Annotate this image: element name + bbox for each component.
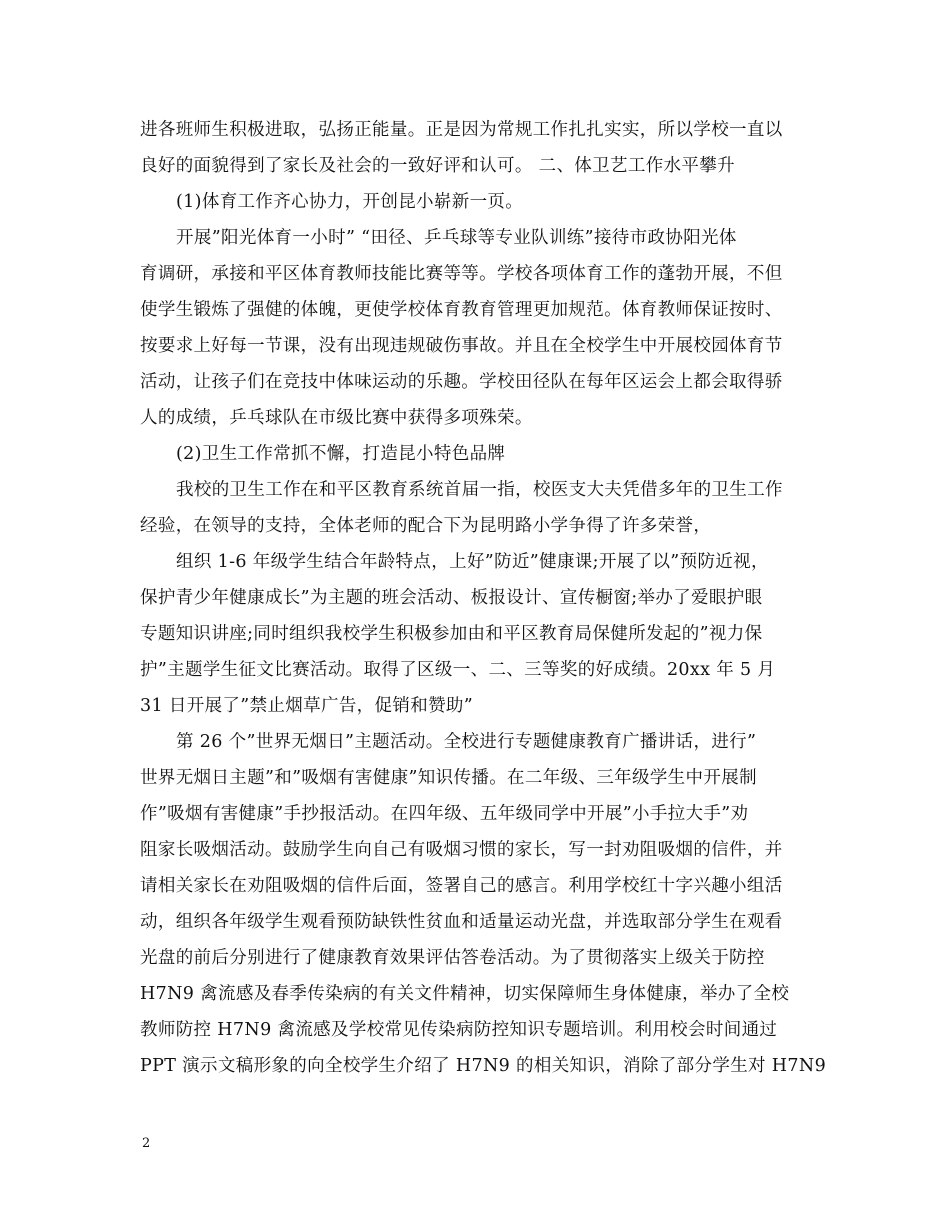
text-line: 31 日开展了”禁止烟草广告，促销和赞助” — [140, 696, 474, 716]
text-line: 第 26 个”世界无烟日”主题活动。全校进行专题健康教育广播讲话，进行” — [176, 732, 757, 752]
text-line: 经验，在领导的支持，全体老师的配合下为昆明路小学争得了许多荣誉， — [140, 516, 712, 536]
subsection-heading: (2)卫生工作常抓不懈，打造昆小特色品牌 — [176, 444, 506, 464]
page-number: 2 — [142, 1136, 151, 1151]
text-line: 光盘的前后分别进行了健康教育效果评估答卷活动。为了贯彻落实上级关于防控 — [140, 948, 765, 968]
text-line: 请相关家长在劝阻吸烟的信件后面，签署自己的感言。利用学校红十字兴趣小组活 — [140, 876, 783, 896]
text-line: 活动，让孩子们在竞技中体味运动的乐趣。学校田径队在每年区运会上都会取得骄 — [140, 372, 783, 392]
text-line: PPT 演示文稿形象的向全校学生介绍了 H7N9 的相关知识，消除了部分学生对 H7N9 — [140, 1056, 827, 1076]
text-line: 教师防控 H7N9 禽流感及学校常见传染病防控知识专题培训。利用校会时间通过 — [140, 1020, 778, 1040]
text-line: 保护青少年健康成长”为主题的班会活动、板报设计、宣传橱窗;举办了爱眼护眼 — [140, 588, 763, 608]
text-line: 按要求上好每一节课，没有出现违规破伤事故。并且在全校学生中开展校园体育节 — [140, 336, 783, 356]
text-line: 作”吸烟有害健康”手抄报活动。在四年级、五年级同学中开展”小手拉大手”劝 — [140, 804, 749, 824]
subsection-heading: (1)体育工作齐心协力，开创昆小崭新一页。 — [176, 192, 524, 212]
text-line: 世界无烟日主题”和”吸烟有害健康”知识传播。在二年级、三年级学生中开展制 — [140, 768, 757, 788]
body-text — [140, 112, 827, 1084]
text-line: 阻家长吸烟活动。鼓励学生向自己有吸烟习惯的家长，写一封劝阻吸烟的信件，并 — [140, 840, 783, 860]
text-line: 我校的卫生工作在和平区教育系统首届一指，校医支大夫凭借多年的卫生工作 — [176, 480, 783, 500]
text-line: H7N9 禽流感及春季传染病的有关文件精神，切实保障师生身体健康，举办了全校 — [140, 984, 790, 1004]
text-line: 护”主题学生征文比赛活动。取得了区级一、二、三等奖的好成绩。20xx 年 5 月 — [140, 660, 776, 680]
text-line: 育调研，承接和平区体育教师技能比赛等等。学校各项体育工作的蓬勃开展，不但 — [140, 264, 783, 284]
text-line: 进各班师生积极进取，弘扬正能量。正是因为常规工作扎扎实实，所以学校一直以 — [140, 120, 783, 140]
text-line: 专题知识讲座;同时组织我校学生积极参加由和平区教育局保健所发起的”视力保 — [140, 624, 763, 644]
text-line: 人的成绩，乒乓球队在市级比赛中获得多项殊荣。 — [140, 408, 533, 428]
text-line: 使学生锻炼了强健的体魄，更使学校体育教育管理更加规范。体育教师保证按时、 — [140, 300, 783, 320]
text-line: 动，组织各年级学生观看预防缺铁性贫血和适量运动光盘，并选取部分学生在观看 — [140, 912, 783, 932]
text-line: 组织 1-6 年级学生结合年龄特点，上好”防近”健康课;开展了以”预防近视， — [176, 552, 769, 572]
text-line: 开展”阳光体育一小时” “田径、乒乓球等专业队训练”接待市政协阳光体 — [176, 228, 737, 248]
text-line: 良好的面貌得到了家长及社会的一致好评和认可。 二、体卫艺工作水平攀升 — [140, 156, 735, 176]
